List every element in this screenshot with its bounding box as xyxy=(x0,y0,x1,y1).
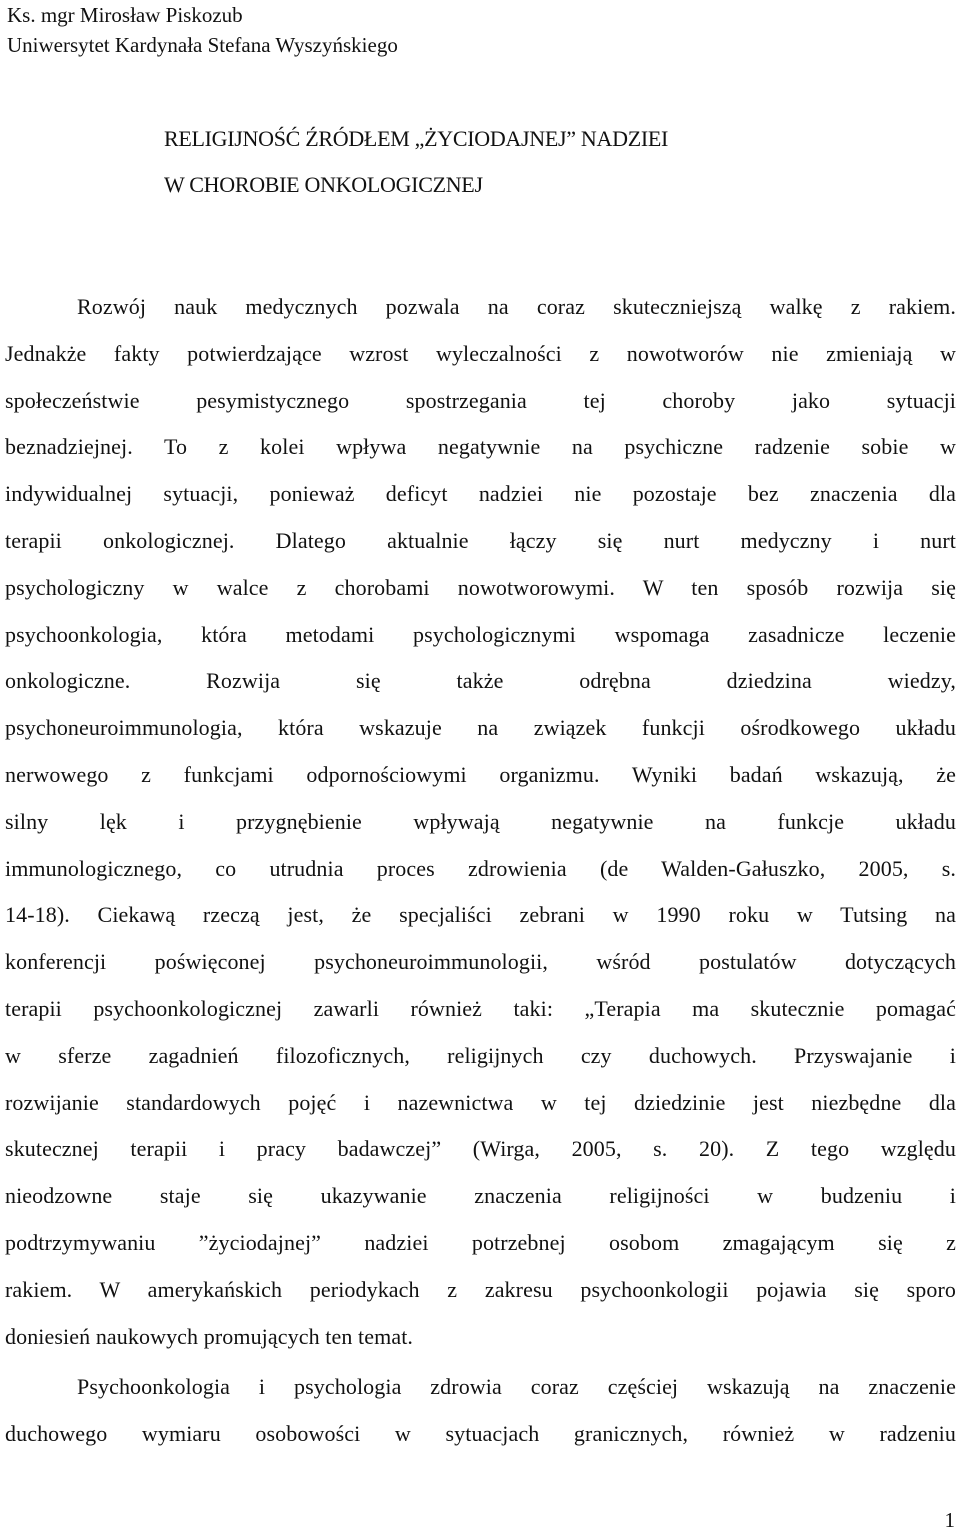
paragraph-line: nieodzowne staje się ukazywanie znaczenia religijności w budzeniu i xyxy=(5,1183,956,1209)
author-block xyxy=(7,0,398,60)
author-affiliation: Uniwersytet Kardynała Stefana Wyszyńskiego xyxy=(7,33,398,57)
paragraph-line: terapii psychoonkologicznej zawarli również taki: „Terapia ma skutecznie pomagać xyxy=(5,995,956,1021)
paragraph-line: skutecznej terapii i pracy badawczej” (Wirga, 2005, s. 20). Z tego względu xyxy=(5,1136,956,1162)
paragraph-line: psychoneuroimmunologia, która wskazuje na związek funkcji ośrodkowego układu xyxy=(5,715,956,741)
title-line-2: W CHOROBIE ONKOLOGICZNEJ xyxy=(164,172,483,197)
paragraph-1 xyxy=(5,284,956,1360)
paragraph-line: 14-18). Ciekawą rzeczą jest, że specjaliści zebrani w 1990 roku w Tutsing na xyxy=(5,902,956,928)
paragraph-2 xyxy=(5,1364,956,1458)
paragraph-line: Psychoonkologia i psychologia zdrowia coraz częściej wskazują na znaczenie xyxy=(77,1374,956,1400)
paragraph-line: konferencji poświęconej psychoneuroimmunologii, wśród postulatów dotyczących xyxy=(5,949,956,975)
paragraph-line: immunologicznego, co utrudnia proces zdrowienia (de Walden-Gałuszko, 2005, s. xyxy=(5,855,956,881)
paragraph-line: doniesień naukowych promujących ten temat. xyxy=(5,1323,414,1349)
paragraph-line: społeczeństwie pesymistycznego spostrzegania tej choroby jako sytuacji xyxy=(5,387,956,413)
paragraph-line: psychoonkologia, która metodami psychologicznymi wspomaga zasadnicze leczenie xyxy=(5,621,956,647)
paragraph-line: rozwijanie standardowych pojęć i nazewnictwa w tej dziedzinie jest niezbędne dla xyxy=(5,1089,956,1115)
paragraph-line: nerwowego z funkcjami odpornościowymi organizmu. Wyniki badań wskazują, że xyxy=(5,761,956,787)
paragraph-line: podtrzymywaniu ”życiodajnej” nadziei potrzebnej osobom zmagającym się z xyxy=(5,1229,956,1255)
paragraph-line: silny lęk i przygnębienie wpływają negatywnie na funkcje układu xyxy=(5,808,956,834)
paragraph-line: beznadziejnej. To z kolei wpływa negatywnie na psychiczne radzenie sobie w xyxy=(5,434,956,460)
paragraph-line: indywidualnej sytuacji, ponieważ deficyt nadziei nie pozostaje bez znaczenia dla xyxy=(5,481,956,507)
title-line-1: RELIGIJNOŚĆ ŹRÓDŁEM „ŻYCIODAJNEJ” NADZIEI xyxy=(164,126,669,151)
document-title xyxy=(164,116,668,208)
paragraph-line: w sferze zagadnień filozoficznych, religijnych czy duchowych. Przyswajanie i xyxy=(5,1042,956,1068)
paragraph-line: rakiem. W amerykańskich periodykach z zakresu psychoonkologii pojawia się sporo xyxy=(5,1276,956,1302)
paragraph-line: duchowego wymiaru osobowości w sytuacjach granicznych, również w radzeniu xyxy=(5,1421,956,1447)
document-body xyxy=(5,284,956,1458)
page-number: 1 xyxy=(944,1508,955,1532)
paragraph-line: terapii onkologicznej. Dlatego aktualnie łączy się nurt medyczny i nurt xyxy=(5,527,956,553)
paragraph-line: onkologiczne. Rozwija się także odrębna dziedzina wiedzy, xyxy=(5,668,956,694)
paragraph-line: Jednakże fakty potwierdzające wzrost wyleczalności z nowotworów nie zmieniają w xyxy=(5,340,956,366)
paragraph-line: psychologiczny w walce z chorobami nowotworowymi. W ten sposób rozwija się xyxy=(5,574,956,600)
paragraph-line: Rozwój nauk medycznych pozwala na coraz skuteczniejszą walkę z rakiem. xyxy=(77,294,956,319)
author-name: Ks. mgr Mirosław Piskozub xyxy=(7,3,243,27)
